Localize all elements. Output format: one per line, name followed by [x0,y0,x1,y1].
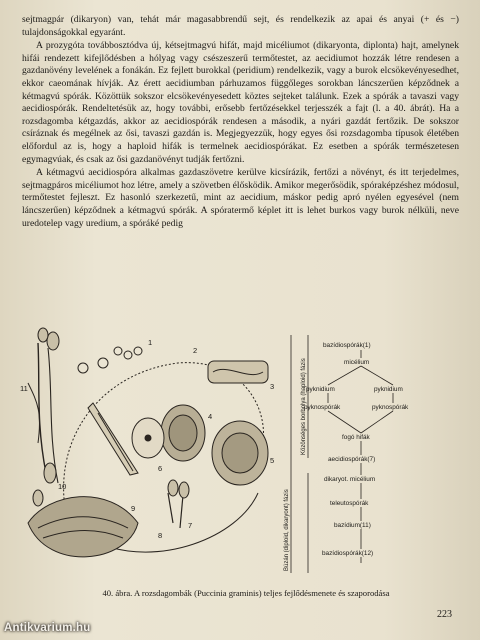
label-mycelium: micélium [344,359,370,366]
label-teliospores: teleutospórák [330,500,369,507]
label-wheat-phase: Búzán (diploid, dikaryont) fázis [284,489,290,571]
figure-caption: 40. ábra. A rozsdagombák (Puccinia graminis) teljes fejlődésmenete és szaporodása [102,588,390,598]
label-pycnospores-right: pyknospórák [372,404,409,411]
body-text [22,14,459,230]
label-dikaryotic-mycelium: dikaryot. micélium [324,476,376,483]
figure-number-9: 9 [131,504,136,513]
figure-number-2: 2 [193,346,198,355]
figure-number-4: 4 [208,412,213,421]
paragraph-1: sejtmagpár (dikaryon) van, tehát már magasabbrendű sejt, és rendelkezik az apai és anyai (+ és −) tulajdonságokkal egyaránt. [22,14,459,38]
illustration [28,328,268,557]
figure-number-5: 5 [270,456,275,465]
watermark: Antikvarium.hu [4,622,91,634]
figure-number-6: 6 [158,464,163,473]
figure-number-8: 8 [158,531,163,540]
figure-number-11: 11 [20,384,28,393]
label-basidiospores-1: bazídiospórák(1) [323,342,371,349]
label-pycnidium-right: pyknidium [374,386,403,393]
label-aeciospores: aecidiospórák(7) [328,456,376,463]
figure-number-1: 1 [148,338,153,347]
paragraph-2: A prozygóta továbbosztódva új, kétsejtmagvú hifát, majd micéliumot (dikaryonta, diplonta) hajt, amelynek hifái rendezett kifejlődésben a hólyag vagy csészeszerű termőtestet, az aecidiumot hozzák létre rendesen a gazdanövény levelének a fonákán. Ez fejlett burokkal (peridium) rendelkezik, vagy a burok elcsökevényesedhet, ekkor caeomának hívják. Az érett aecidiumban párhuzamos függőleges sorokban láncszerűen képződnek a kétmagvú spórák. Közöttük sokszor elcsökevényesedett köztes sejteket találunk. Ezek a spórák a tavaszi vagy aecidiospórák. Rendeltetésük az, hogy további, erősebb fertőzésekkel terjesszék a fajt (l. a 40. ábrát). Ha a rozsdagomba kétgazdás, akkor az aecidiospórák rendesen a második, a nyári gazdát fertőzik. De sokszor csíráznak és megélnek az ősi, tavaszi gazdán is. Megjegyezzük, hogy egyes ősi rozsdagomba típusok életében előfordul az is, hogy a haploid hifák is termelnek aecidiospórákat. Ez esetben a spórák természetesen egymagvúak, és csak az ősi gazdanövényt tudják fertőzni. [22,40,459,165]
figure-life-cycle [8,323,468,581]
label-barberry-phase: Közönséges borbolya (haploid) fázis [301,358,307,455]
page-number: 223 [437,609,452,620]
paragraph-3: A kétmagvú aecidiospóra alkalmas gazdaszövetre kerülve kicsírázik, fertőzi a növényt, és itt terjedelmes, sejtmagpáros micéliumot hoz létre, amely a szövetben élősködik. Amikor megerősödik, spóraképzéshez módosul, termőtestet fejleszt. Ez hasonló szerkezetű, mint az aecidium, máskor pedig apró nyélen egyesével (nem láncszerűen) képződnek a kétmagvú spórák. A spóratermő képlet itt is lehet burkos vagy burok nélküli, neve uredotelep vagy uredium, a spóráké pedig [22,167,459,229]
label-receptive-hyphae: fogó hifák [342,434,370,441]
label-basidiospores-12: bazídiospórák(12) [322,550,374,557]
figure-number-7: 7 [188,521,193,530]
figure-number-10: 10 [58,482,67,491]
label-basidium: bazídium(11) [334,522,371,529]
life-cycle-diagram [8,323,468,581]
figure-number-3: 3 [270,382,275,391]
label-pycnidium-left: pyknidium [306,386,335,393]
label-pycnospores-left: pyknospórák [304,404,341,411]
